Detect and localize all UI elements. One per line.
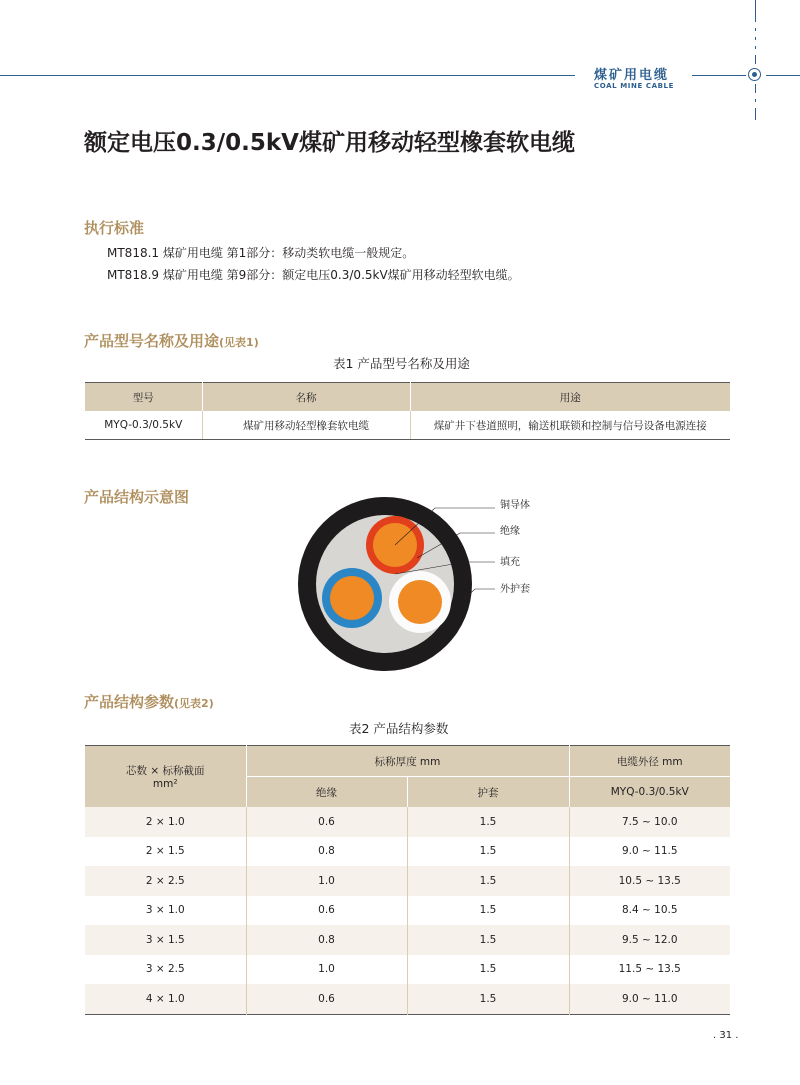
cell-sheath: 1.5 — [407, 925, 569, 955]
table1-caption: 表1 产品型号名称及用途 — [333, 356, 470, 371]
section-params-heading — [84, 691, 214, 712]
th-diameter: 电缆外径 mm — [569, 746, 730, 777]
table-row — [85, 807, 730, 837]
cell-usage: 煤矿井下巷道照明，输送机联锁和控制与信号设备电源连接 — [410, 411, 730, 440]
cell-diameter: 8.4 ~ 10.5 — [569, 896, 730, 926]
cell-name: 煤矿用移动轻型橡套软电缆 — [202, 411, 410, 440]
header-target-dot — [752, 72, 757, 77]
cell-diameter: 9.0 ~ 11.5 — [569, 837, 730, 867]
header-vline-1 — [755, 0, 756, 22]
page-title: 额定电压0.3/0.5kV煤矿用移动轻型橡套软电缆 — [84, 130, 575, 156]
cell-core: 3 × 1.0 — [85, 896, 246, 926]
table-params-header-1 — [85, 746, 730, 777]
label-conductor: 铜导体 — [500, 500, 530, 511]
conductor-3 — [398, 580, 442, 624]
cell-sheath: 1.5 — [407, 837, 569, 867]
cell-diameter: 11.5 ~ 13.5 — [569, 955, 730, 985]
section-models-heading-note: (见表1) — [219, 336, 259, 349]
header-rule-left — [0, 75, 575, 76]
th-thickness: 标称厚度 mm — [246, 746, 569, 777]
table-row — [85, 925, 730, 955]
th-core-label: 芯数 × 标称截面 — [126, 765, 205, 777]
table-models-header — [85, 383, 730, 412]
cell-sheath: 1.5 — [407, 955, 569, 985]
conductor-2 — [330, 576, 374, 620]
th-model: 型号 — [85, 383, 202, 412]
table-row — [85, 896, 730, 926]
th-insulation: 绝缘 — [246, 777, 407, 808]
cell-core: 2 × 1.5 — [85, 837, 246, 867]
th-core — [85, 746, 246, 808]
section-params-heading-text: 产品结构参数 — [84, 693, 175, 711]
label-insulation: 绝缘 — [500, 526, 520, 537]
cell-insulation: 1.0 — [246, 955, 407, 985]
th-name: 名称 — [202, 383, 410, 412]
cell-insulation: 0.6 — [246, 896, 407, 926]
header-vline-8 — [755, 108, 756, 120]
header-vline-5 — [755, 55, 756, 64]
section-models-heading-text: 产品型号名称及用途 — [84, 332, 220, 350]
cell-core: 3 × 1.5 — [85, 925, 246, 955]
section-models-heading — [84, 330, 259, 351]
label-sheath: 外护套 — [500, 584, 530, 595]
cell-insulation: 0.8 — [246, 837, 407, 867]
brand-chinese: 煤矿用电缆 — [594, 68, 670, 83]
th-sheath: 护套 — [407, 777, 569, 808]
cell-insulation: 0.8 — [246, 925, 407, 955]
table-row — [85, 837, 730, 867]
brand-english: COAL MINE CABLE — [594, 82, 674, 90]
section-standards-heading: 执行标准 — [84, 219, 145, 237]
cell-sheath: 1.5 — [407, 896, 569, 926]
header-rule-right — [766, 75, 800, 76]
cell-model: MYQ-0.3/0.5kV — [85, 411, 202, 440]
th-core-unit: mm² — [152, 778, 178, 790]
table-row — [85, 984, 730, 1014]
cell-diameter: 9.5 ~ 12.0 — [569, 925, 730, 955]
cell-diameter: 10.5 ~ 13.5 — [569, 866, 730, 896]
label-filler: 填充 — [500, 557, 520, 568]
cell-diameter: 7.5 ~ 10.0 — [569, 807, 730, 837]
table-row — [85, 866, 730, 896]
section-structure-heading: 产品结构示意图 — [84, 488, 190, 506]
cell-insulation: 0.6 — [246, 807, 407, 837]
cell-core: 2 × 1.0 — [85, 807, 246, 837]
table2-caption: 表2 产品结构参数 — [349, 721, 449, 736]
standard-line-2: MT818.9 煤矿用电缆 第9部分：额定电压0.3/0.5kV煤矿用移动轻型软电缆。 — [107, 268, 520, 282]
section-params-heading-note: (见表2) — [174, 697, 214, 710]
cell-diameter: 9.0 ~ 11.0 — [569, 984, 730, 1014]
header-vline-7 — [755, 99, 756, 102]
standard-line-1: MT818.1 煤矿用电缆 第1部分：移动类软电缆一般规定。 — [107, 246, 415, 260]
header-vline-2 — [755, 28, 756, 31]
cell-core: 2 × 2.5 — [85, 866, 246, 896]
table-row — [85, 955, 730, 985]
th-model-diameter: MYQ-0.3/0.5kV — [569, 777, 730, 808]
cell-core: 4 × 1.0 — [85, 984, 246, 1014]
table-models — [85, 382, 730, 440]
table-row — [85, 411, 730, 440]
cell-insulation: 1.0 — [246, 866, 407, 896]
cell-sheath: 1.5 — [407, 866, 569, 896]
header-vline-3 — [755, 37, 756, 40]
th-usage: 用途 — [410, 383, 730, 412]
cell-insulation: 0.6 — [246, 984, 407, 1014]
cell-sheath: 1.5 — [407, 984, 569, 1014]
table-params — [85, 745, 730, 1015]
cell-core: 3 × 2.5 — [85, 955, 246, 985]
header-vline-4 — [755, 46, 756, 49]
header-rule-mid — [692, 75, 746, 76]
header-vline-6 — [755, 84, 756, 93]
page-number: . 31 . — [713, 1030, 739, 1041]
cell-sheath: 1.5 — [407, 807, 569, 837]
